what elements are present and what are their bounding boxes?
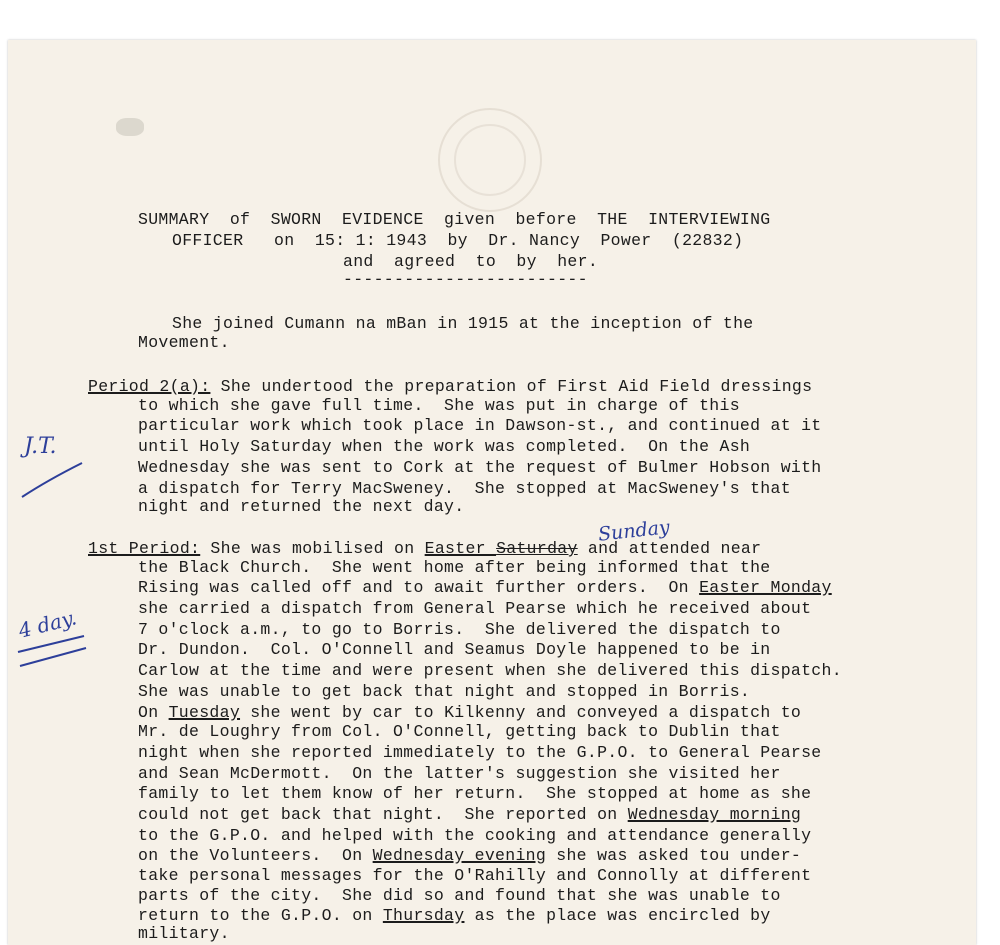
tuesday: Tuesday xyxy=(168,703,241,722)
period-1-line: could not get back that night. She reported on Wednesday morning xyxy=(138,805,802,824)
wednesday-evening: Wednesday evening xyxy=(372,846,547,865)
embossed-seal xyxy=(438,108,542,212)
period-1-line: return to the G.P.O. on Thursday as the place was encircled by xyxy=(138,906,771,925)
wednesday-morning: Wednesday morning xyxy=(627,805,802,824)
period-1-line: to the G.P.O. and helped with the cooking and attendance generally xyxy=(138,826,812,845)
period-1-line: family to let them know of her return. She stopped at home as she xyxy=(138,784,812,803)
period-1-line: Carlow at the time and were present when she delivered this dispatch. xyxy=(138,661,842,680)
period-1-line: On Tuesday she went by car to Kilkenny and conveyed a dispatch to xyxy=(138,703,802,722)
period-2a-label: Period 2(a): xyxy=(88,377,211,396)
handwritten-stroke xyxy=(18,455,88,505)
heading-line-2: OFFICER on 15: 1: 1943 by Dr. Nancy Power (22832) xyxy=(172,231,744,250)
struck-word: Saturday xyxy=(496,539,578,558)
period-2a-line: to which she gave full time. She was put in charge of this xyxy=(138,396,740,415)
period-1-line: Rising was called off and to await further orders. On Easter Monday xyxy=(138,578,832,597)
period-1-line: on the Volunteers. On Wednesday evening she was asked tou under- xyxy=(138,846,802,865)
period-1-line: Mr. de Loughry from Col. O'Connell, getting back to Dublin that xyxy=(138,722,781,741)
intro-line-2: Movement. xyxy=(138,333,230,352)
heading-rule: ------------------------ xyxy=(343,270,588,289)
period-1-line: 7 o'clock a.m., to go to Borris. She delivered the dispatch to xyxy=(138,620,781,639)
period-2a-line: until Holy Saturday when the work was completed. On the Ash xyxy=(138,437,751,456)
period-1-line: Dr. Dundon. Col. O'Connell and Seamus Doyle happened to be in xyxy=(138,640,771,659)
period-1-line: and Sean McDermott. On the latter's suggestion she visited her xyxy=(138,764,781,783)
period-2a-line: night and returned the next day. xyxy=(138,497,465,516)
heading-line-1: SUMMARY of SWORN EVIDENCE given before THE INTERVIEWING xyxy=(138,210,771,229)
period-1-label: 1st Period: xyxy=(88,539,201,558)
period-1-line: she carried a dispatch from General Pearse which he received about xyxy=(138,599,812,618)
thursday: Thursday xyxy=(382,906,465,925)
period-1-line: military. xyxy=(138,924,230,943)
easter-monday: Easter Monday xyxy=(699,578,832,597)
paper-stain xyxy=(116,118,144,136)
period-2a-first-line: Period 2(a): She undertood the preparation of First Aid Field dressings xyxy=(88,377,813,396)
period-2a-line: a dispatch for Terry MacSweney. She stopped at MacSweney's that xyxy=(138,479,791,498)
heading-line-3: and agreed to by her. xyxy=(343,252,599,271)
handwritten-initials: J.T. xyxy=(24,434,57,459)
period-1-line: night when she reported immediately to the G.P.O. to General Pearse xyxy=(138,743,822,762)
period-2a-line: particular work which took place in Dawson-st., and continued at it xyxy=(138,416,822,435)
period-1-line: parts of the city. She did so and found that she was unable to xyxy=(138,886,781,905)
period-1-first-line: 1st Period: She was mobilised on Easter Saturday and attended near xyxy=(88,539,762,558)
period-1-line: take personal messages for the O'Rahilly and Connolly at different xyxy=(138,866,812,885)
period-1-line: She was unable to get back that night and stopped in Borris. xyxy=(138,682,751,701)
handwritten-sunday: Sunday xyxy=(597,516,671,546)
period-2a-line: Wednesday she was sent to Cork at the request of Bulmer Hobson with xyxy=(138,458,822,477)
period-1-line: the Black Church. She went home after being informed that the xyxy=(138,558,771,577)
intro-line-1: She joined Cumann na mBan in 1915 at the inception of the xyxy=(172,314,754,333)
handwritten-double-stroke xyxy=(14,630,94,672)
handwritten-days: 4 day. xyxy=(15,605,79,643)
